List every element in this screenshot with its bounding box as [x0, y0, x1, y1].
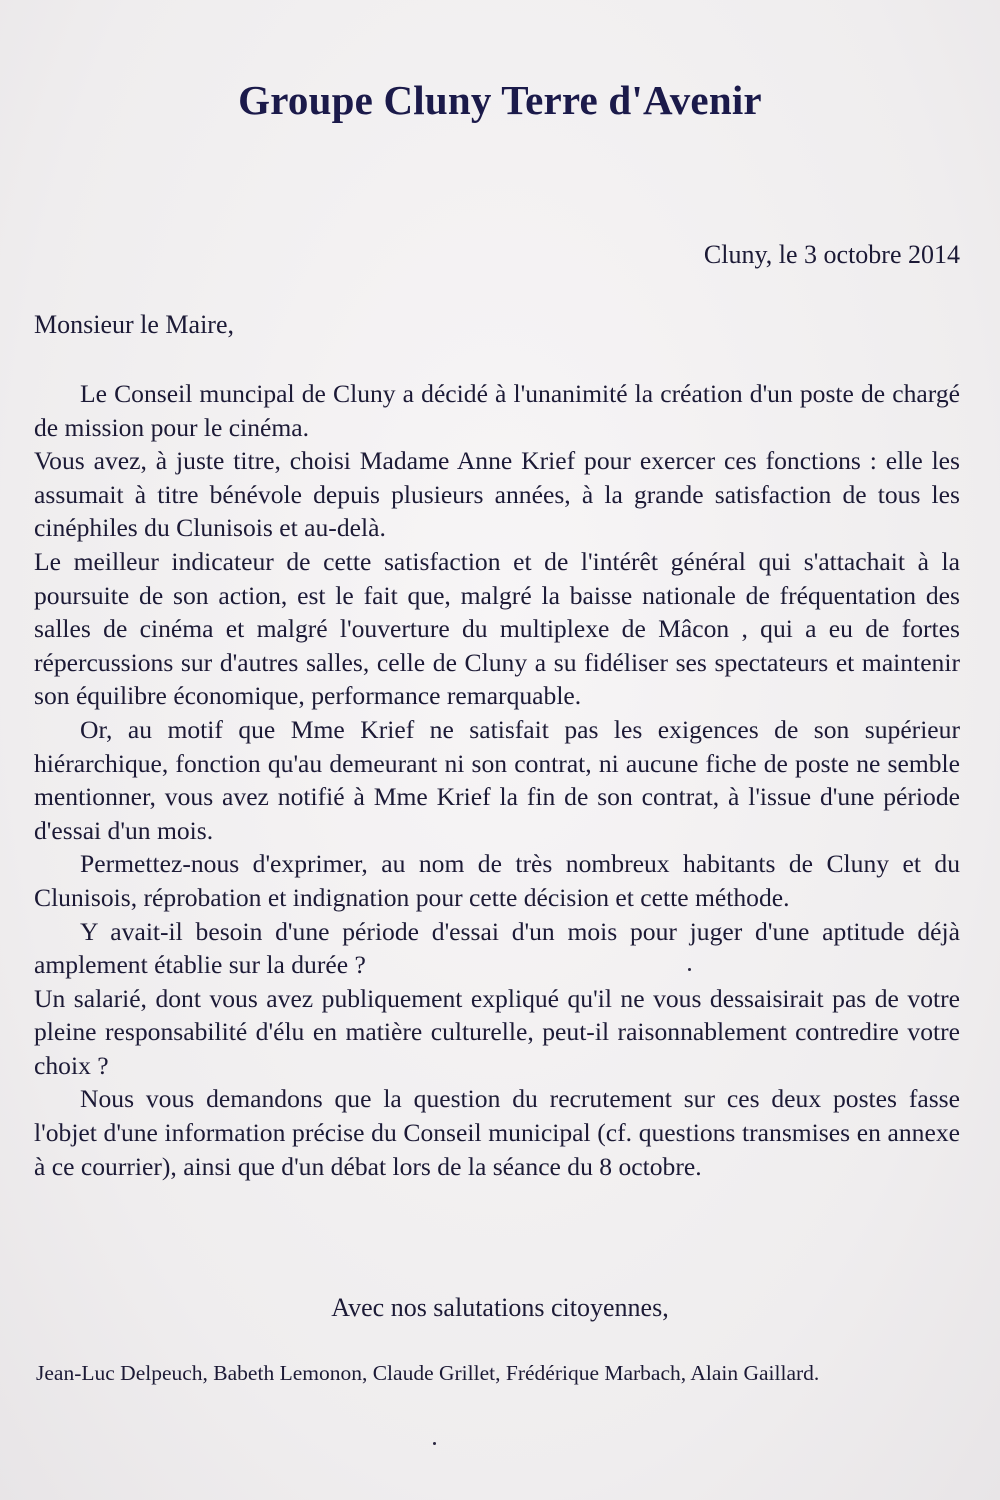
letter-salutation: Monsieur le Maire, [34, 310, 235, 339]
paragraph: Vous avez, à juste titre, choisi Madame Anne Krief pour exercer ces fonctions : elle les assumait à titre bénévole depuis plusieurs années, à la grande satisfaction de tous les cinéphiles du Clunisois et au-delà. [34, 446, 960, 543]
paragraph: Or, au motif que Mme Krief ne satisfait pas les exigences de son supérieur hiérarchique, fonction qu'au demeurant ni son contrat, ni aucune fiche de poste ne semble mentionner, vous avez notifié à Mme Krief la fin de son contrat, à l'issue d'une période d'essai d'un mois. [34, 714, 960, 845]
paragraph: Le Conseil muncipal de Cluny a décidé à l'unanimité la création d'un poste de chargé de mission pour le cinéma. [34, 379, 960, 442]
paper-speck [688, 968, 691, 971]
paper-speck [433, 1442, 436, 1445]
paragraph: Nous vous demandons que la question du recrutement sur ces deux postes fasse l'objet d'une information précise du Conseil municipal (cf. questions transmises en annexe à ce courrier), ainsi que d'un débat lors de la séance du 8 octobre. [34, 1084, 960, 1181]
letter-signatories: Jean-Luc Delpeuch, Babeth Lemonon, Claude Grillet, Frédérique Marbach, Alain Gaillard. [36, 1361, 820, 1385]
paragraph: Permettez-nous d'exprimer, au nom de très nombreux habitants de Cluny et du Clunisois, réprobation et indignation pour cette décision et cette méthode. [34, 849, 960, 912]
paragraph: Un salarié, dont vous avez publiquement expliqué qu'il ne vous dessaisirait pas de votre pleine responsabilité d'élu en matière culturelle, peut-il raisonnablement contredire votre choix ? [34, 983, 960, 1080]
letter-title: Groupe Cluny Terre d'Avenir [238, 77, 762, 123]
letter-date: Cluny, le 3 octobre 2014 [703, 240, 960, 269]
letter-closing: Avec nos salutations citoyennes, [331, 1293, 669, 1322]
paragraph: Le meilleur indicateur de cette satisfaction et de l'intérêt général qui s'attachait à la poursuite de son action, est le fait que, malgré la baisse nationale de fréquentation des salles de cinéma et malgré l'ouverture du multiplexe de Mâcon , qui a eu de fortes répercussions sur d'autres salles, celle de Cluny a su fidéliser ses spectateurs et maintenir son équilibre économique, performance remarquable. [34, 546, 960, 711]
paragraph: Y avait-il besoin d'une période d'essai d'un mois pour juger d'une aptitude déjà amplement établie sur la durée ? [34, 916, 960, 980]
letter-body [34, 377, 960, 1183]
